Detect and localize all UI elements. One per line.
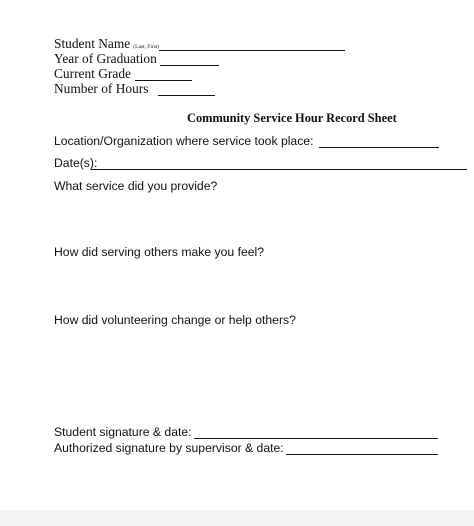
graduation-row: [54, 51, 219, 66]
hours-row: [54, 81, 215, 96]
question-feel-text: How did serving others make you feel?: [54, 245, 265, 259]
location-row: [54, 134, 439, 148]
supervisor-signature-field[interactable]: [286, 443, 438, 455]
question-service-text: What service did you provide?: [54, 179, 218, 193]
question-change-text: How did volunteering change or help others?: [54, 313, 296, 327]
grade-label: Current Grade: [54, 66, 131, 81]
supervisor-signature-row: [54, 441, 438, 455]
hours-label: Number of Hours: [54, 81, 149, 96]
location-label: Location/Organization where service took place:: [54, 134, 314, 148]
hours-field[interactable]: [158, 84, 215, 96]
dates-row: [54, 156, 467, 170]
question-service: [54, 179, 217, 193]
grade-row: [54, 66, 192, 81]
dates-label: Date(s):: [54, 156, 98, 170]
student-name-hint: (Last, First): [133, 44, 160, 50]
graduation-label: Year of Graduation: [54, 51, 157, 66]
page-bottom-edge: [0, 510, 474, 526]
student-name-field[interactable]: [159, 39, 345, 51]
location-field[interactable]: [319, 136, 439, 148]
dates-field[interactable]: [91, 158, 467, 170]
sheet-title: Community Service Hour Record Sheet: [187, 111, 397, 125]
question-feel: [54, 245, 264, 259]
student-signature-field[interactable]: [194, 427, 438, 439]
grade-field[interactable]: [135, 69, 192, 81]
student-name-label: Student Name: [54, 36, 131, 51]
student-signature-row: [54, 425, 438, 439]
student-name-row: [54, 36, 345, 51]
supervisor-signature-label: Authorized signature by supervisor & date:: [54, 441, 284, 455]
student-signature-label: Student signature & date:: [54, 425, 192, 439]
question-change: [54, 313, 296, 327]
graduation-field[interactable]: [160, 54, 219, 66]
